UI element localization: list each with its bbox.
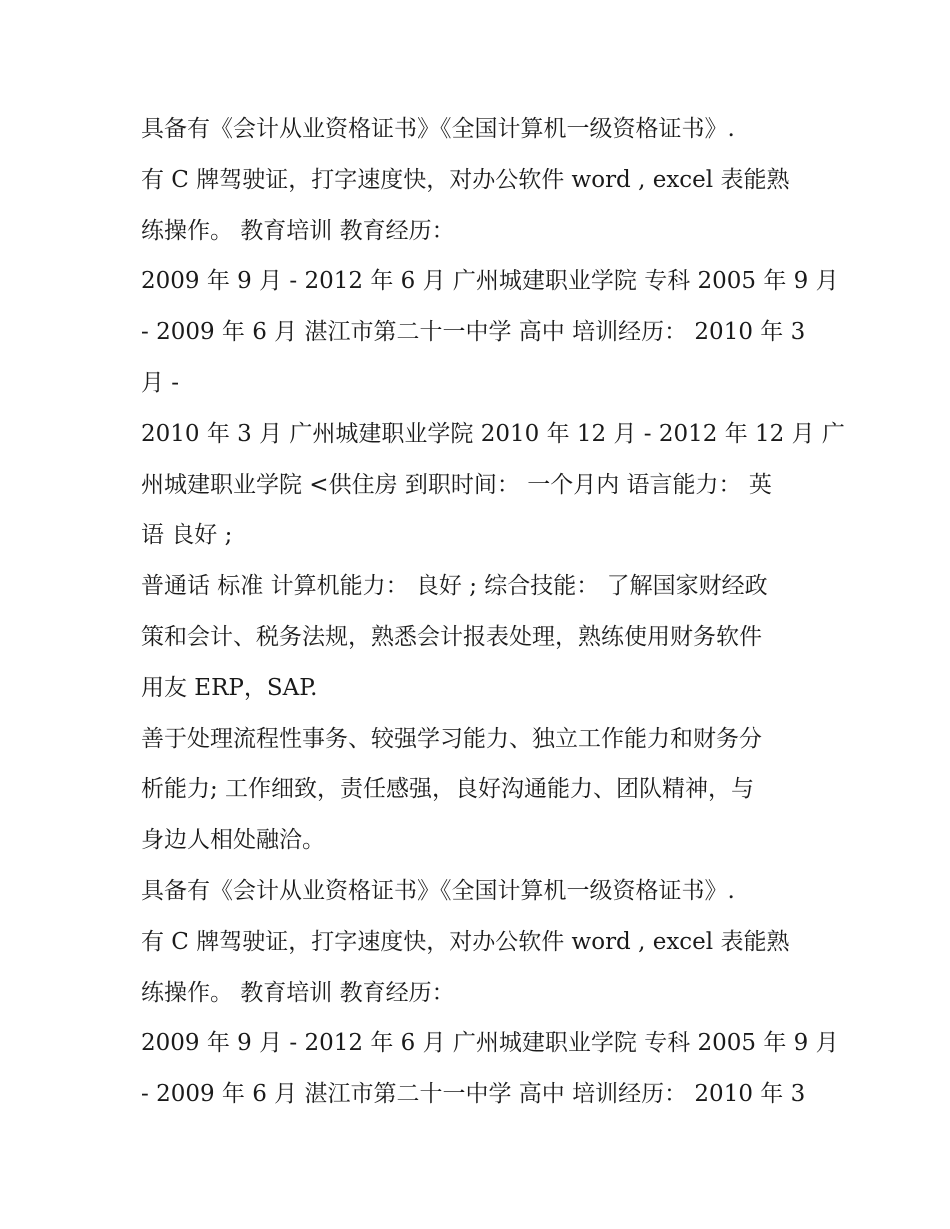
- text-line: 有 C 牌驾驶证，打字速度快，对办公软件 word , excel 表能熟: [141, 928, 790, 955]
- text-line: 普通话 标准 计算机能力： 良好 ; 综合技能： 了解国家财经政: [141, 573, 768, 600]
- text-line: - 2009 年 6 月 湛江市第二十一中学 高中 培训经历： 2010 年 3: [141, 319, 806, 346]
- text-line: 具备有《会计从业资格证书》《全国计算机一级资格证书》.: [141, 116, 735, 142]
- text-line: 身边人相处融洽。: [141, 827, 325, 854]
- text-line: 善于处理流程性事务、较强学习能力、独立工作能力和财务分: [141, 725, 762, 752]
- text-line: 月 -: [141, 369, 180, 396]
- text-line: 2009 年 9 月 - 2012 年 6 月 广州城建职业学院 专科 2005 年 9 月: [141, 1030, 839, 1057]
- document-body: [141, 104, 845, 1120]
- text-line: 语 良好 ;: [141, 522, 233, 549]
- text-line: - 2009 年 6 月 湛江市第二十一中学 高中 培训经历： 2010 年 3: [141, 1081, 806, 1108]
- text-line: 州城建职业学院 <供住房 到职时间： 一个月内 语言能力： 英: [141, 471, 772, 498]
- text-line: 练操作。 教育培训 教育经历：: [141, 217, 455, 244]
- text-line: 具备有《会计从业资格证书》《全国计算机一级资格证书》.: [141, 877, 735, 904]
- text-line: 2010 年 3 月 广州城建职业学院 2010 年 12 月 - 2012 年 12 月 广: [141, 420, 845, 447]
- text-line: 2009 年 9 月 - 2012 年 6 月 广州城建职业学院 专科 2005 年 9 月: [141, 268, 839, 295]
- text-line: 析能力; 工作细致，责任感强，良好沟通能力、团队精神，与: [141, 776, 755, 803]
- text-line: 策和会计、税务法规，熟悉会计报表处理，熟练使用财务软件: [141, 623, 762, 650]
- text-line: 练操作。 教育培训 教育经历：: [141, 979, 455, 1006]
- text-line: 用友 ERP，SAP.: [141, 674, 318, 701]
- text-line: 有 C 牌驾驶证，打字速度快，对办公软件 word , excel 表能熟: [141, 166, 790, 193]
